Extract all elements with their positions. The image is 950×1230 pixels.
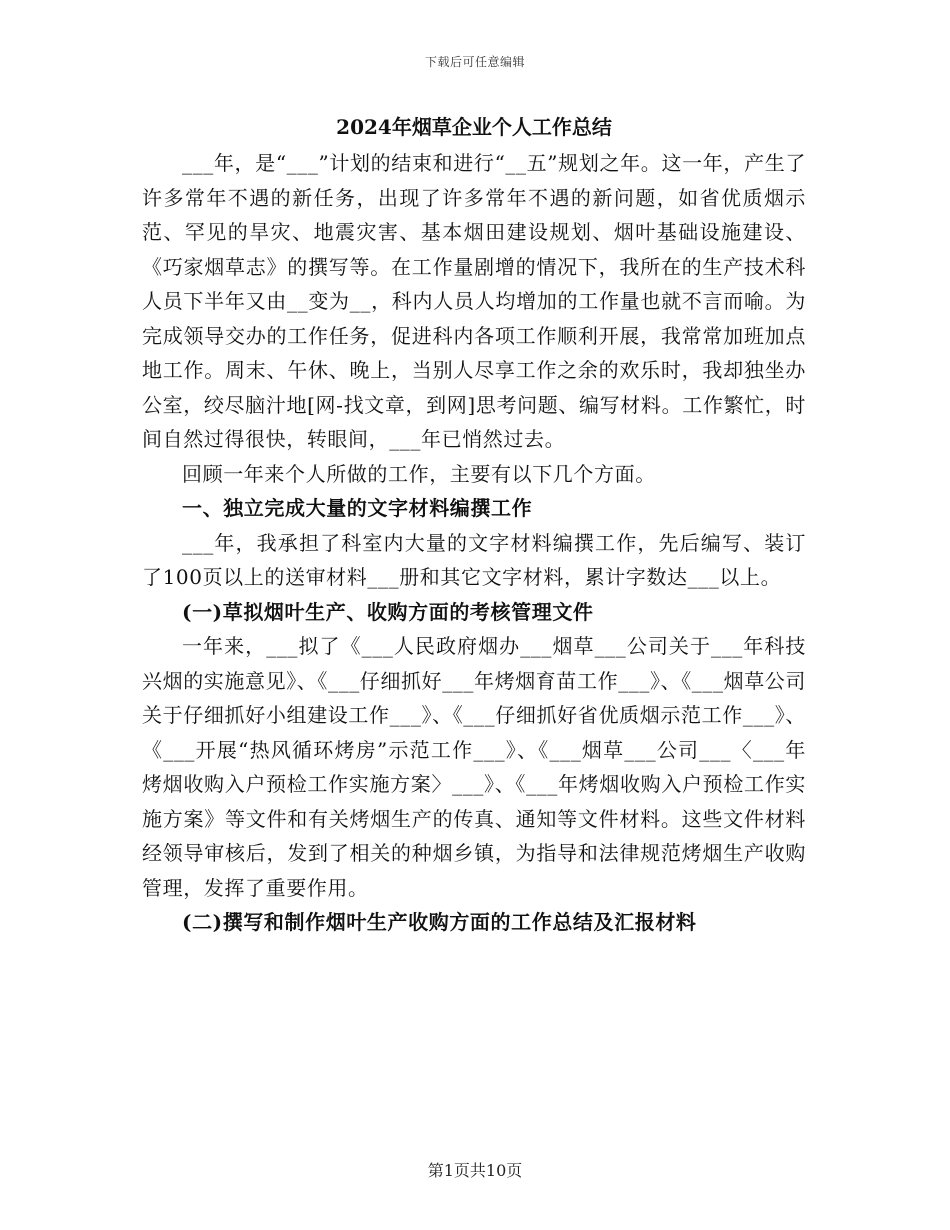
subsection-heading-2: (二)撰写和制作烟叶生产收购方面的工作总结及汇报材料 — [182, 910, 697, 934]
page-number: 第1页共10页 — [427, 1161, 523, 1180]
paragraph-1: ___年，是“___”计划的结束和进行“__五”规划之年。这一年，产生了许多常年不遇的新任务，出现了许多常年不遇的新问题，如省优质烟示范、罕见的旱灾、地震灾害、基本烟田建设规划、烟叶基础设施建设、《巧家烟草志》的撰写等。在工作量剧增的情况下，我所在的生产技术科人员下半年又由__变为__，科内人员人均增加的工作量也就不言而喻。为完成领导交办的工作任务，促进科内各项工作顺利开展，我常常加班加点地工作。周末、午休、晚上，当别人尽享工作之余的欢乐时，我却独坐办公室，绞尽脑汁地[网-找文章，到网]思考问题、编写材料。工作繁忙，时间自然过得很快，转眼间，___年已悄然过去。 — [142, 151, 806, 451]
document-body — [142, 112, 806, 940]
paragraph-4: 一年来，___拟了《___人民政府烟办___烟草___公司关于___年科技兴烟的实施意见》、《___仔细抓好___年烤烟育苗工作___》、《___烟草公司关于仔细抓好小组建设工作___》、《___仔细抓好省优质烟示范工作___》、《___开展“热风循环烤房”示范工作___》、《___烟草___公司___〈___年烤烟收购入户预检工作实施方案〉___》、《___年烤烟收购入户预检工作实施方案》等文件和有关烤烟生产的传真、通知等文件材料。这些文件材料经领导审核后，发到了相关的种烟乡镇，为指导和法律规范烤烟生产收购管理，发挥了重要作用。 — [142, 634, 806, 900]
section-heading-1: 一、独立完成大量的文字材料编撰工作 — [182, 496, 533, 520]
paragraph-2: 回顾一年来个人所做的工作，主要有以下几个方面。 — [182, 461, 656, 486]
document-title: 2024年烟草企业个人工作总结 — [336, 115, 612, 139]
header-note: 下载后可任意编辑 — [424, 55, 525, 69]
paragraph-3: ___年，我承担了科室内大量的文字材料编撰工作，先后编写、装订了100页以上的送审材料___册和其它文字材料，累计字数达___以上。 — [142, 530, 806, 589]
subsection-heading-1: (一)草拟烟叶生产、收购方面的考核管理文件 — [182, 599, 594, 624]
